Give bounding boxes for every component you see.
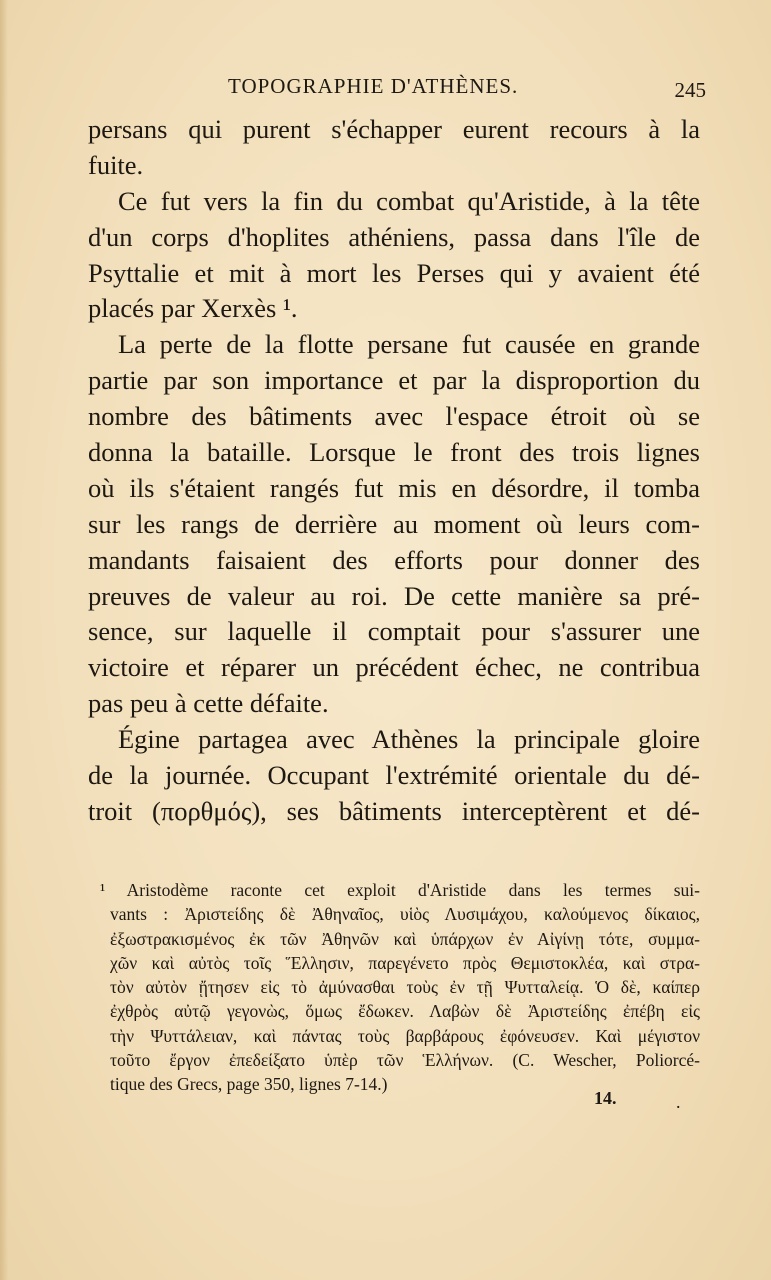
stray-mark: .: [676, 1092, 681, 1112]
footnote-line: ¹ Aristodème raconte cet exploit d'Aristide dans les termes sui-: [100, 880, 700, 900]
text-line: Ce fut vers la fin du combat qu'Aristide, à la tête: [118, 185, 700, 216]
footnote-line: ἐχθρὸς αὐτῷ γεγονὼς, ὅμως ἔδωκεν. Λαβὼν δὲ Ἀριστείδης ἐπέβη εἰς: [110, 1001, 700, 1022]
page-binding-shadow: [0, 0, 8, 1280]
text-line: pas peu à cette défaite.: [88, 688, 329, 719]
text-line: preuves de valeur au roi. De cette manière sa pré-: [88, 580, 700, 611]
page-number: 245: [674, 78, 706, 102]
main-text: [88, 112, 700, 830]
text-line: partie par son importance et par la disproportion du: [88, 365, 700, 396]
footnote-line: τὴν Ψυττάλειαν, καὶ πάντας τοὺς βαρβάρους ἐφόνευσεν. Καὶ μέγιστον: [110, 1025, 700, 1046]
signature-mark: 14.: [594, 1088, 617, 1108]
text-line: mandants faisaient des efforts pour donner des: [88, 544, 700, 575]
footnote: [100, 878, 700, 1097]
footnote-line: vants : Ἀριστείδης δὲ Ἀθηναῖος, υἱὸς Λυσιμάχου, καλούμενος δίκαιος,: [110, 904, 700, 925]
running-header: [228, 74, 706, 104]
footnote-line: τοῦτο ἔργον ἐπεδείξατο ὑπὲρ τῶν Ἑλλήνων. (C. Wescher, Poliorcé-: [110, 1050, 700, 1071]
text-line: donna la bataille. Lorsque le front des trois lignes: [88, 437, 700, 468]
running-title: TOPOGRAPHIE D'ATHÈNES.: [228, 74, 519, 98]
text-line: sence, sur laquelle il comptait pour s'assurer une: [88, 616, 700, 647]
text-line: La perte de la flotte persane fut causée en grande: [118, 329, 700, 360]
text-line: fuite.: [88, 149, 144, 180]
text-line: Égine partagea avec Athènes la principale gloire: [118, 724, 700, 755]
text-line: sur les rangs de derrière au moment où leurs com-: [88, 508, 700, 539]
footnote-line: ἐξωστρακισμένος ἐκ τῶν Ἀθηνῶν καὶ ὑπάρχων ἐν Αἰγίνῃ τότε, συμμα-: [110, 928, 700, 949]
text-line: de la journée. Occupant l'extrémité orientale du dé-: [88, 760, 700, 791]
text-line: persans qui purent s'échapper eurent recours à la: [88, 114, 700, 144]
text-line: troit (πορθμός), ses bâtiments interceptèrent et dé-: [88, 795, 700, 826]
text-line: victoire et réparer un précédent échec, ne contribua: [88, 652, 700, 683]
footnote-line: tique des Grecs, page 350, lignes 7-14.): [110, 1074, 388, 1095]
text-line: d'un corps d'hoplites athéniens, passa dans l'île de: [88, 221, 700, 252]
text-line: où ils s'étaient rangés fut mis en désordre, il tomba: [88, 472, 700, 503]
text-line: nombre des bâtiments avec l'espace étroit où se: [88, 401, 700, 432]
text-line: Psyttalie et mit à mort les Perses qui y avaient été: [88, 257, 700, 288]
footnote-line: τὸν αὐτὸν ᾔτησεν εἰς τὸ ἀμύνασθαι τοὺς ἐν τῇ Ψυτταλείᾳ. Ὁ δὲ, καίπερ: [110, 977, 700, 998]
footnote-line: χῶν καὶ αὐτὸς τοῖς Ἕλλησιν, παρεγένετο πρὸς Θεμιστοκλέα, καὶ στρα-: [110, 952, 700, 973]
text-line: placés par Xerxès ¹.: [88, 293, 298, 324]
